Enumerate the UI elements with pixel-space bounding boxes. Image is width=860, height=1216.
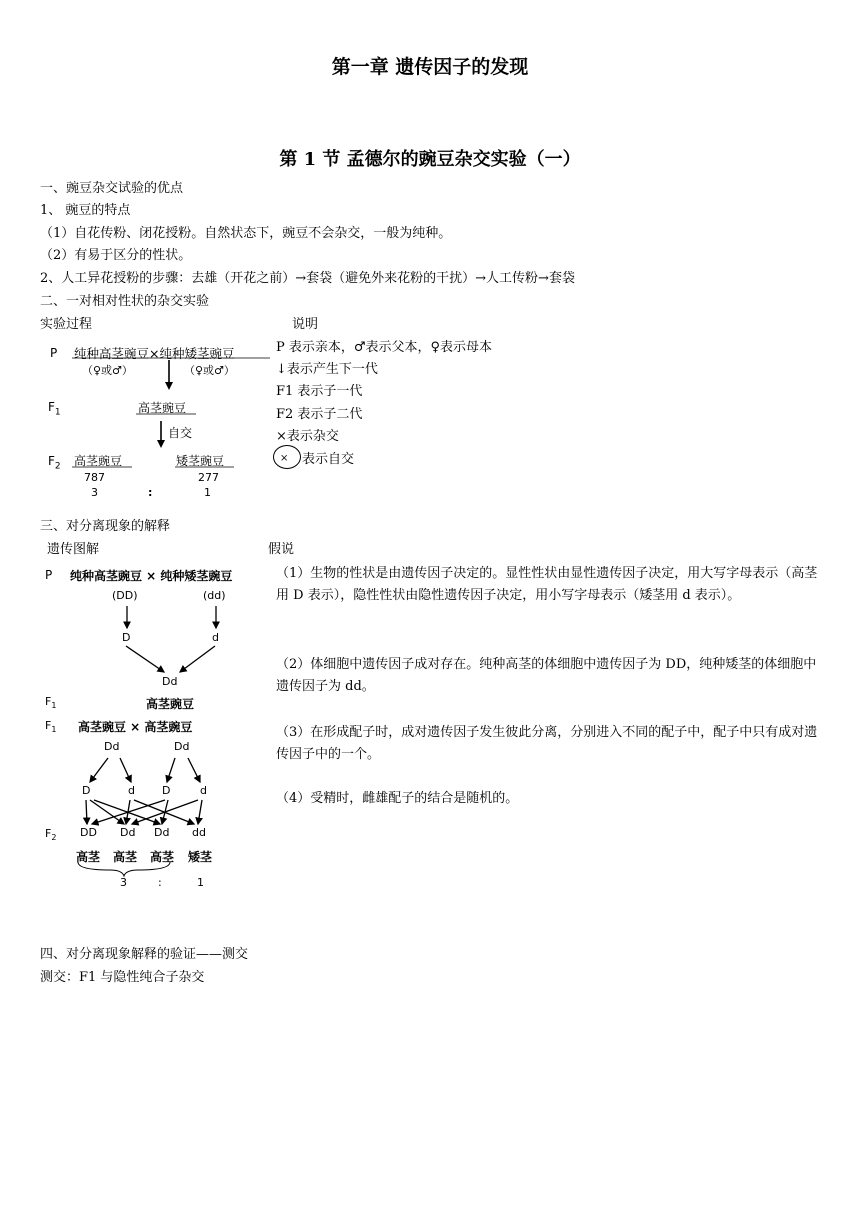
diagram1-f1-plant: 高茎豌豆 <box>138 401 187 415</box>
diagram2-geno-right: (dd) <box>203 589 226 602</box>
note-line-1: P 表示亲本，♂表示父本，♀表示母本 <box>276 340 493 355</box>
section-1-item-2: 2、人工异花授粉的步骤：去雄（开花之前）→套袋（避免外来花粉的干扰）→人工传粉→套袋 <box>40 271 575 286</box>
test-cross-line: 测交：F1 与隐性纯合子杂交 <box>40 970 205 985</box>
diagram2-f1-plant: 高茎豌豆 <box>146 697 195 711</box>
diagram2-offspring-1: DD <box>80 826 97 839</box>
section-1-item-1: 1、 豌豆的特点 <box>40 203 131 218</box>
diagram1-parents: 纯种高茎豌豆×纯种矮茎豌豆 <box>74 346 235 361</box>
diagram2-offspring-2: Dd <box>120 826 136 839</box>
diagram2-f1-cross: 高茎豌豆 × 高茎豌豆 <box>78 720 193 734</box>
diagram2-f1-cross-label: $F_1$ <box>45 719 57 735</box>
diagram1-count-short: 277 <box>198 471 219 484</box>
section-1-para-1: （1）自花传粉、闭花授粉。自然状态下，豌豆不会杂交，一般为纯种。 <box>40 226 452 241</box>
note-line-5: ×表示杂交 <box>276 429 339 444</box>
cross-experiment-arrows <box>40 338 270 508</box>
diagram1-f1-label: $F_1$ <box>48 400 61 418</box>
diagram2-offspring-3: Dd <box>154 826 170 839</box>
diagram2-phenotype-4: 矮茎 <box>188 850 213 864</box>
hypothesis-label: 假说 <box>268 542 295 557</box>
diagram2-f1-genotype: Dd <box>162 675 178 688</box>
diagram2-phenotype-1: 高茎 <box>76 850 101 864</box>
note-line-2: ↓表示产生下一代 <box>276 362 378 377</box>
diagram2-gamete-1: D <box>82 784 91 797</box>
diagram1-sex-right: （♀或♂） <box>184 364 235 377</box>
diagram2-f2-label: $F_2$ <box>45 827 57 843</box>
diagram1-ratio-colon: : <box>148 486 153 499</box>
diagram2-phenotype-2: 高茎 <box>113 850 138 864</box>
diagram2-f1-label: $F_1$ <box>45 695 57 711</box>
diagram2-gamete-right: d <box>212 631 219 644</box>
diagram1-f2-tall: 高茎豌豆 <box>74 454 123 468</box>
diagram1-sex-left: （♀或♂） <box>82 364 133 377</box>
diagram1-count-tall: 787 <box>84 471 105 484</box>
note-line-3: F1 表示子一代 <box>276 384 363 399</box>
diagram1-ratio-short: 1 <box>204 486 211 499</box>
section-2-heading: 二、一对相对性状的杂交实验 <box>40 294 210 309</box>
explanation-label: 说明 <box>292 317 319 332</box>
diagram1-ratio-tall: 3 <box>91 486 98 499</box>
diagram1-p-label: P <box>50 346 58 360</box>
genetic-diagram-label: 遗传图解 <box>47 542 100 557</box>
diagram2-parent-dd-right: Dd <box>174 740 190 753</box>
diagram1-f2-label: $F_2$ <box>48 454 61 472</box>
diagram2-phenotype-3: 高茎 <box>150 850 175 864</box>
diagram2-gamete-left: D <box>122 631 131 644</box>
note-line-4: F2 表示子二代 <box>276 407 363 422</box>
diagram2-ratio-short: 1 <box>197 876 204 889</box>
note-line-6: 表示自交 <box>302 452 355 467</box>
diagram2-ratio-tall: 3 <box>120 876 127 889</box>
experiment-process-label: 实验过程 <box>40 317 93 332</box>
diagram1-self-label: 自交 <box>168 426 193 440</box>
hypothesis-4: （4）受精时，雌雄配子的结合是随机的。 <box>276 791 519 806</box>
diagram2-gamete-4: d <box>200 784 207 797</box>
section-title: 第 1 节 孟德尔的豌豆杂交实验（一） <box>279 149 581 170</box>
diagram2-parents: 纯种高茎豌豆 × 纯种矮茎豌豆 <box>70 569 233 583</box>
section-4-heading: 四、对分离现象解释的验证——测交 <box>40 947 249 962</box>
diagram2-ratio-colon: : <box>158 876 162 889</box>
diagram2-geno-left: (DD) <box>112 589 138 602</box>
cross-experiment-diagram <box>40 338 270 508</box>
section-3-heading: 三、对分离现象的解释 <box>40 519 171 534</box>
section-1-para-2: （2）有易于区分的性状。 <box>40 248 192 263</box>
diagram2-offspring-4: dd <box>192 826 206 839</box>
genetic-diagram <box>40 562 262 894</box>
section-1-heading: 一、豌豆杂交试验的优点 <box>40 181 184 196</box>
diagram1-f2-short: 矮茎豌豆 <box>176 454 225 468</box>
diagram2-p-label: P <box>45 568 53 582</box>
chapter-title: 第一章 遗传因子的发现 <box>331 56 529 78</box>
self-cross-symbol: × <box>280 453 289 464</box>
hypothesis-2: （2）体细胞中遗传因子成对存在。纯种高茎的体细胞中遗传因子为 DD，纯种矮茎的体细胞中遗传因子为 dd。 <box>276 657 817 694</box>
diagram2-gamete-3: D <box>162 784 171 797</box>
hypothesis-1: （1）生物的性状是由遗传因子决定的。显性性状由显性遗传因子决定，用大写字母表示（高茎用 D 表示），隐性性状由隐性遗传因子决定，用小写字母表示（矮茎用 d 表示）。 <box>276 566 818 603</box>
hypothesis-3: （3）在形成配子时，成对遗传因子发生彼此分离，分别进入不同的配子中，配子中只有成对遗传因子中的一个。 <box>276 725 818 762</box>
diagram2-gamete-2: d <box>128 784 135 797</box>
diagram2-parent-dd-left: Dd <box>104 740 120 753</box>
